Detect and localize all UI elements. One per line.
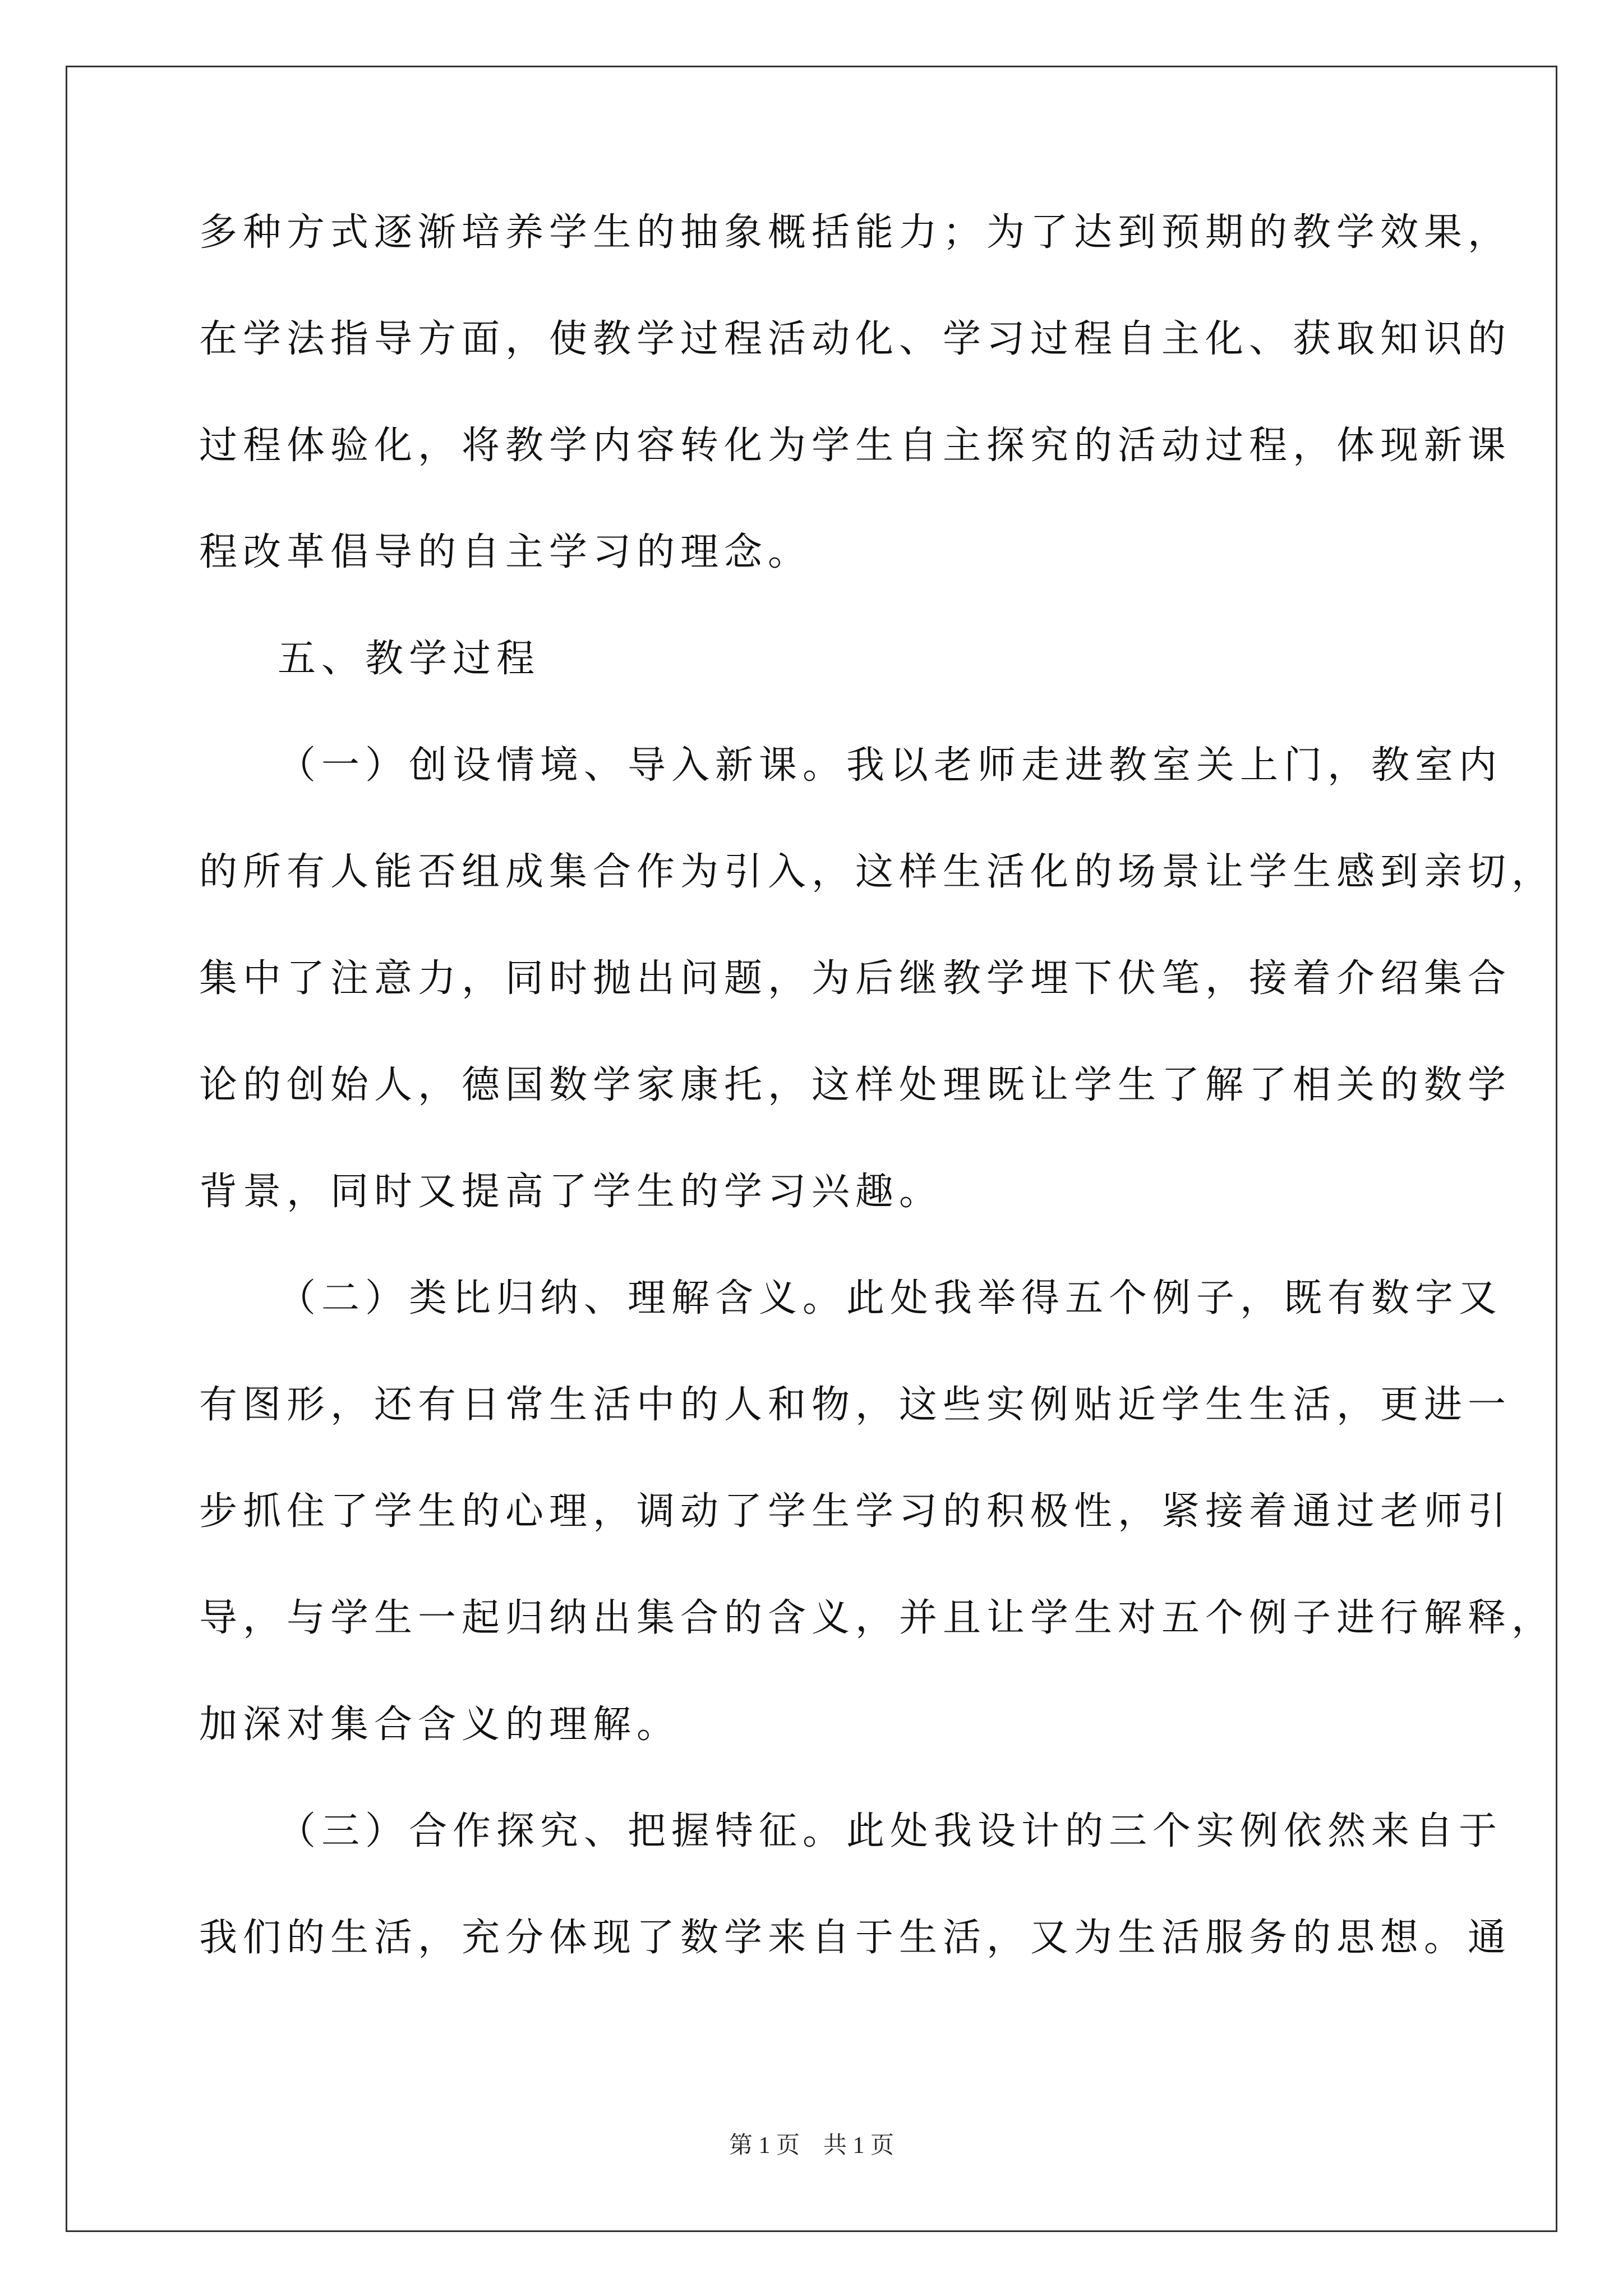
text-line: 多种方式逐渐培养学生的抽象概括能力；为了达到预期的教学效果， [199, 210, 1512, 255]
text-line: 有图形，还有日常生活中的人和物，这些实例贴近学生生活，更进一 [199, 1383, 1512, 1427]
paragraph-first-line: （二）类比归纳、理解含义。此处我举得五个例子，既有数字又 [278, 1276, 1503, 1320]
text-line: 集中了注意力，同时抛出问题，为后继教学埋下伏笔，接着介绍集合 [199, 956, 1512, 1001]
page-number-footer: 第 1 页 共 1 页 [728, 2133, 894, 2159]
text-line: 加深对集合含义的理解。 [199, 1703, 681, 1747]
paragraph-first-line: （一）创设情境、导入新课。我以老师走进教室关上门，教室内 [278, 743, 1503, 788]
text-line: 的所有人能否组成集合作为引入，这样生活化的场景让学生感到亲切， [199, 850, 1556, 894]
text-line: 背景，同时又提高了学生的学习兴趣。 [199, 1170, 943, 1214]
paragraph-first-line: （三）合作探究、把握特征。此处我设计的三个实例依然来自于 [278, 1809, 1503, 1853]
text-line: 步抓住了学生的心理，调动了学生学习的积极性，紧接着通过老师引 [199, 1489, 1512, 1534]
text-line: 论的创始人，德国数学家康托，这样处理既让学生了解了相关的数学 [199, 1063, 1512, 1107]
text-line: 过程体验化，将教学内容转化为学生自主探究的活动过程，体现新课 [199, 424, 1512, 468]
text-line: 导，与学生一起归纳出集合的含义，并且让学生对五个例子进行解释， [199, 1596, 1556, 1640]
section-heading: 五、教学过程 [278, 637, 541, 681]
text-line: 在学法指导方面，使教学过程活动化、学习过程自主化、获取知识的 [199, 317, 1512, 361]
text-line: 我们的生活，充分体现了数学来自于生活，又为生活服务的思想。通 [199, 1916, 1512, 1960]
text-line: 程改革倡导的自主学习的理念。 [199, 530, 812, 574]
page-border [66, 66, 1557, 2232]
